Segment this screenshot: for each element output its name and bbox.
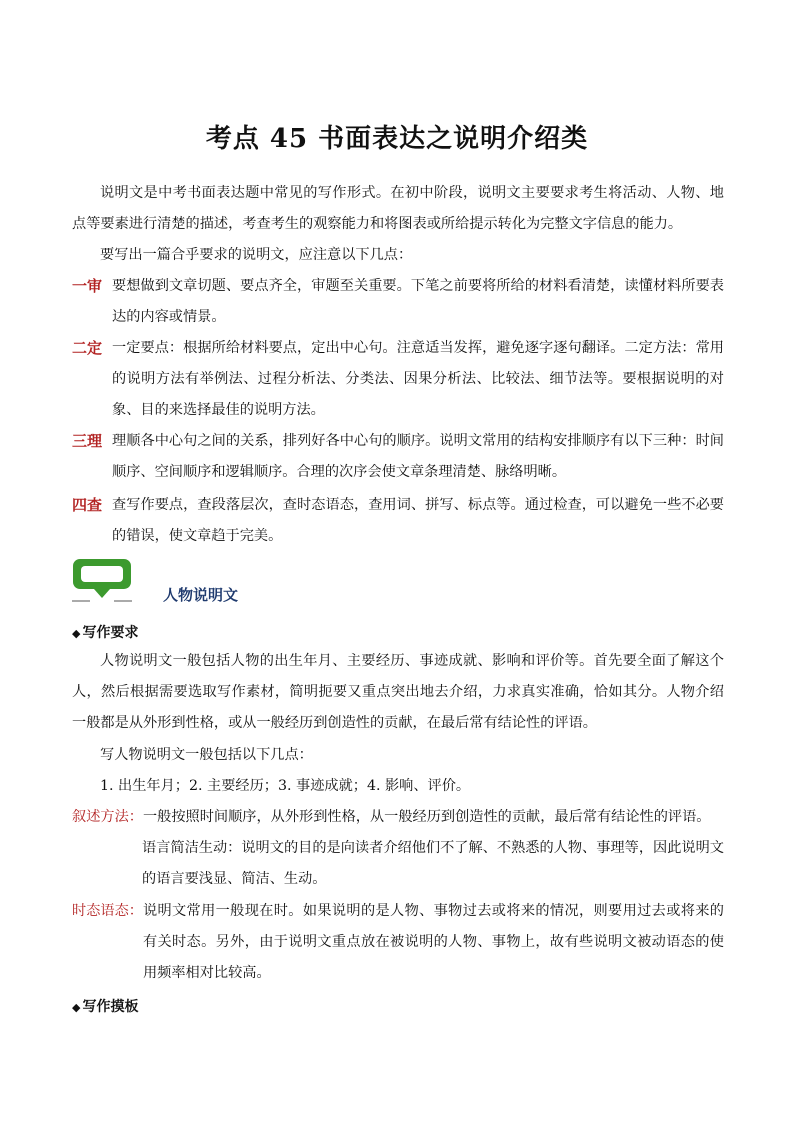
step-text: 理顺各中心句之间的关系，排列好各中心句的顺序。说明文常用的结构安排顺序有以下三种：时间顺序、空间顺序和逻辑顺序。合理的次序会使文章条理清楚、脉络明晰。 — [112, 433, 724, 480]
diamond-bullet-icon: ◆ — [72, 1001, 81, 1014]
points-list: 1. 出生年月；2. 主要经历；3. 事迹成就；4. 影响、评价。 — [100, 778, 471, 794]
heading-text: 写作摸板 — [82, 999, 139, 1015]
step-tag: 二定 — [72, 339, 103, 357]
step-tag: 三理 — [72, 432, 103, 450]
section-paragraph-2: 写人物说明文一般包括以下几点： — [100, 747, 313, 763]
diamond-bullet-icon: ◆ — [72, 627, 81, 640]
step-text: 查写作要点，查段落层次，查时态语态，查用词、拼写、标点等。通过检查，可以避免一些不必要的错误，使文章趋于完美。 — [112, 497, 724, 544]
tense-line — [72, 896, 724, 989]
tense-text: 说明文常用一般现在时。如果说明的是人物、事物过去或将来的情况，则要用过去或将来的有关时态。另外，由于说明文重点放在被说明的人物、事物上，故有些说明文被动语态的使用频率相对比较高。 — [142, 903, 724, 981]
page-title: 考点 45 书面表达之说明介绍类 — [205, 124, 589, 154]
step-cha — [72, 490, 724, 552]
step-li — [72, 426, 724, 488]
section-paragraph-1: 人物说明文一般包括人物的出生年月、主要经历、事迹成就、影响和评价等。首先要全面了解这个人，然后根据需要选取写作素材，简明扼要又重点突出地去介绍，力求真实准确，恰如其分。人物介绍一般都是从外形到性格，或从一般经历到创造性的贡献，在最后常有结论性的评语。 — [72, 653, 724, 731]
section-title: 人物说明文 — [163, 586, 239, 604]
template-heading — [72, 996, 138, 1016]
step-text: 要想做到文章切题、要点齐全，审题至关重要。下笔之前要将所给的材料看清楚，读懂材料所要表达的内容或情景。 — [112, 278, 724, 325]
method-text: 一般按照时间顺序，从外形到性格，从一般经历到创造性的贡献，最后常有结论性的评语。 — [142, 809, 711, 825]
language-text: 语言简洁生动：说明文的目的是向读者介绍他们不了解、不熟悉的人物、事理等，因此说明文的语言要浅显、简洁、生动。 — [142, 840, 724, 887]
step-shen — [72, 271, 724, 333]
method-label: 叙述方法： — [72, 809, 143, 825]
tense-label: 时态语态： — [72, 903, 143, 919]
method-line — [72, 802, 724, 833]
requirements-heading — [72, 622, 138, 642]
intro-paragraph-2: 要写出一篇合乎要求的说明文，应注意以下几点： — [100, 247, 413, 263]
step-tag: 四查 — [72, 496, 103, 514]
heading-text: 写作要求 — [82, 625, 139, 641]
step-ding — [72, 333, 724, 426]
step-tag: 一审 — [72, 277, 103, 295]
intro-paragraph-1: 说明文是中考书面表达题中常见的写作形式。在初中阶段，说明文主要要求考生将活动、人物、地点等要素进行清楚的描述，考查考生的观察能力和将图表或所给提示转化为完整文字信息的能力。 — [72, 185, 724, 232]
speech-bubble-icon — [72, 558, 132, 604]
step-text: 一定要点：根据所给材料要点，定出中心句。注意适当发挥，避免逐字逐句翻译。二定方法：常用的说明方法有举例法、过程分析法、分类法、因果分析法、比较法、细节法等。要根据说明的对象、目的来选择最佳的说明方法。 — [112, 340, 724, 418]
